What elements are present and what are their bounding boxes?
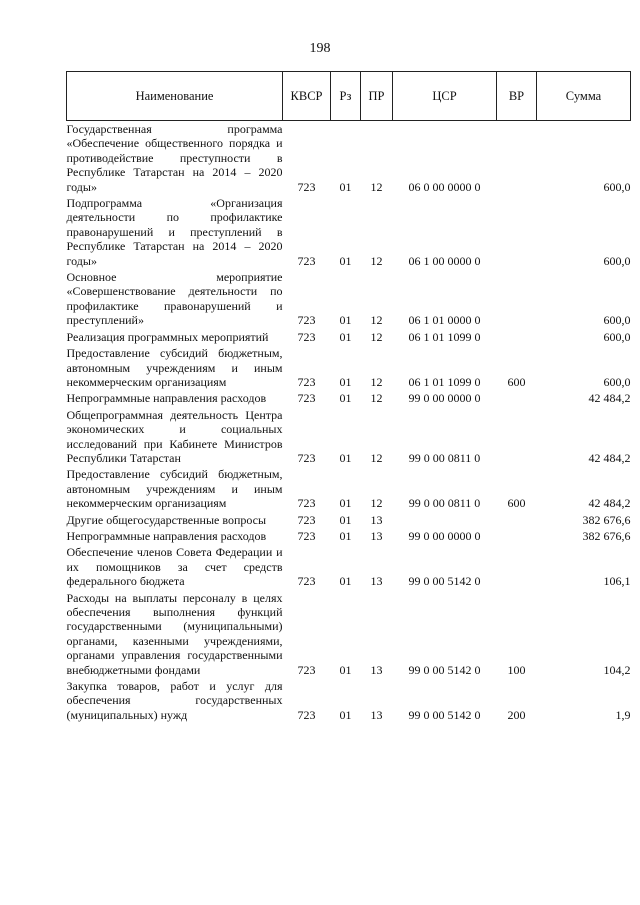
row-vr xyxy=(497,512,537,528)
row-rz: 01 xyxy=(339,707,352,722)
row-kvsr: 723 xyxy=(297,496,316,511)
row-sum: 382 676,6 xyxy=(582,528,631,543)
row-csr: 99 0 00 5142 0 xyxy=(408,707,481,722)
table-row xyxy=(67,544,631,589)
row-name: Расходы на выплаты персоналу в целях обеспечения выполнения функций государственными (муниципальными) органами, казенными учреждениями, органами управления государственными внебюджетными фондами xyxy=(66,590,283,677)
row-pr: 12 xyxy=(370,496,383,511)
row-pr: 13 xyxy=(370,574,383,589)
row-csr: 06 1 01 1099 0 xyxy=(408,374,481,389)
table-row xyxy=(67,121,631,196)
budget-table xyxy=(66,71,631,723)
row-pr: 13 xyxy=(370,707,383,722)
row-rz: 01 xyxy=(339,253,352,268)
row-name: Подпрограмма «Организация деятельности по профилактике правонарушений и преступлений в Республике Татарстан на 2014 – 2020 годы» xyxy=(66,196,283,268)
row-vr xyxy=(497,407,537,467)
table-row xyxy=(67,528,631,544)
row-rz: 01 xyxy=(339,391,352,406)
row-sum: 42 484,2 xyxy=(588,391,631,406)
header-csr: ЦСР xyxy=(393,72,497,121)
row-sum: 600,0 xyxy=(603,313,631,328)
row-kvsr: 723 xyxy=(297,329,316,344)
row-pr: 12 xyxy=(370,374,383,389)
row-name: Реализация программных мероприятий xyxy=(66,329,269,344)
row-sum: 104,2 xyxy=(603,662,631,677)
row-vr xyxy=(497,528,537,544)
header-vr: ВР xyxy=(497,72,537,121)
row-pr: 12 xyxy=(370,253,383,268)
header-name: Наименование xyxy=(67,72,283,121)
row-csr: 06 1 00 0000 0 xyxy=(408,253,481,268)
header-sum: Сумма xyxy=(537,72,631,121)
row-kvsr: 723 xyxy=(297,662,316,677)
row-kvsr: 723 xyxy=(297,574,316,589)
row-csr: 99 0 00 5142 0 xyxy=(408,574,481,589)
row-name: Обеспечение членов Совета Федерации и их помощников за счет средств федерального бюджета xyxy=(66,545,283,589)
table-row xyxy=(67,329,631,345)
row-pr: 12 xyxy=(370,179,383,194)
header-pr: ПР xyxy=(361,72,393,121)
row-csr: 99 0 00 0000 0 xyxy=(408,528,481,543)
row-pr: 13 xyxy=(370,662,383,677)
table-header-row xyxy=(67,72,631,121)
row-sum: 42 484,2 xyxy=(588,496,631,511)
row-sum: 600,0 xyxy=(603,179,631,194)
row-rz: 01 xyxy=(339,496,352,511)
row-csr: 99 0 00 5142 0 xyxy=(408,662,481,677)
row-sum: 600,0 xyxy=(603,374,631,389)
row-pr: 12 xyxy=(370,391,383,406)
row-rz: 01 xyxy=(339,313,352,328)
row-rz: 01 xyxy=(339,329,352,344)
table-row xyxy=(67,512,631,528)
row-kvsr: 723 xyxy=(297,528,316,543)
row-sum: 1,9 xyxy=(615,707,631,722)
table-row xyxy=(67,678,631,723)
table-row xyxy=(67,195,631,269)
header-kvsr: КВСР xyxy=(283,72,331,121)
row-sum: 600,0 xyxy=(603,329,631,344)
row-name: Государственная программа «Обеспечение общественного порядка и противодействие преступности в Республике Татарстан на 2014 – 2020 годы» xyxy=(66,122,283,194)
row-kvsr: 723 xyxy=(297,450,316,465)
row-name: Общепрограммная деятельность Центра экономических и социальных исследований при Кабинете Министров Республики Татарстан xyxy=(66,407,283,465)
row-csr: 06 1 01 0000 0 xyxy=(408,313,481,328)
row-kvsr: 723 xyxy=(297,512,316,527)
row-name: Закупка товаров, работ и услуг для обеспечения государственных (муниципальных) нужд xyxy=(66,679,283,722)
table-row xyxy=(67,590,631,678)
row-name: Основное мероприятие «Совершенствование деятельности по профилактике правонарушений и преступлений» xyxy=(66,270,283,328)
row-name: Непрограммные направления расходов xyxy=(66,528,267,543)
table-row xyxy=(67,345,631,390)
row-vr: 600 xyxy=(507,496,526,511)
row-csr: 06 1 01 1099 0 xyxy=(408,329,481,344)
row-vr xyxy=(497,269,537,329)
row-vr: 100 xyxy=(507,662,526,677)
row-name: Предоставление субсидий бюджетным, автономным учреждениям и иным некоммерческим организациям xyxy=(66,346,283,389)
row-kvsr: 723 xyxy=(297,313,316,328)
row-rz: 01 xyxy=(339,374,352,389)
row-kvsr: 723 xyxy=(297,253,316,268)
row-vr: 600 xyxy=(507,374,526,389)
header-rz: Рз xyxy=(331,72,361,121)
row-rz: 01 xyxy=(339,528,352,543)
row-name: Непрограммные направления расходов xyxy=(66,391,267,406)
row-rz: 01 xyxy=(339,662,352,677)
row-pr: 13 xyxy=(370,528,383,543)
row-vr xyxy=(497,195,537,269)
row-pr: 12 xyxy=(370,329,383,344)
row-pr: 12 xyxy=(370,313,383,328)
row-rz: 01 xyxy=(339,450,352,465)
row-sum: 600,0 xyxy=(603,253,631,268)
row-vr xyxy=(497,544,537,589)
row-kvsr: 723 xyxy=(297,179,316,194)
row-csr: 99 0 00 0811 0 xyxy=(408,450,481,465)
row-pr: 12 xyxy=(370,450,383,465)
row-rz: 01 xyxy=(339,512,352,527)
page-number: 198 xyxy=(309,41,331,56)
row-sum: 382 676,6 xyxy=(582,512,631,527)
row-kvsr: 723 xyxy=(297,391,316,406)
row-kvsr: 723 xyxy=(297,374,316,389)
row-csr: 06 0 00 0000 0 xyxy=(408,179,481,194)
row-sum: 106,1 xyxy=(603,574,631,589)
row-pr: 13 xyxy=(370,512,383,527)
row-kvsr: 723 xyxy=(297,707,316,722)
row-sum: 42 484,2 xyxy=(588,450,631,465)
table-row xyxy=(67,269,631,329)
row-rz: 01 xyxy=(339,179,352,194)
table-row xyxy=(67,407,631,467)
row-vr xyxy=(497,121,537,196)
row-vr xyxy=(497,390,537,406)
row-vr: 200 xyxy=(507,707,526,722)
table-row xyxy=(67,466,631,511)
row-csr: 99 0 00 0000 0 xyxy=(408,391,481,406)
row-name: Предоставление субсидий бюджетным, автономным учреждениям и иным некоммерческим организациям xyxy=(66,467,283,511)
row-csr: 99 0 00 0811 0 xyxy=(408,496,481,511)
row-vr xyxy=(497,329,537,345)
table-row xyxy=(67,390,631,406)
row-rz: 01 xyxy=(339,574,352,589)
row-name: Другие общегосударственные вопросы xyxy=(66,512,267,527)
row-csr xyxy=(393,512,497,528)
